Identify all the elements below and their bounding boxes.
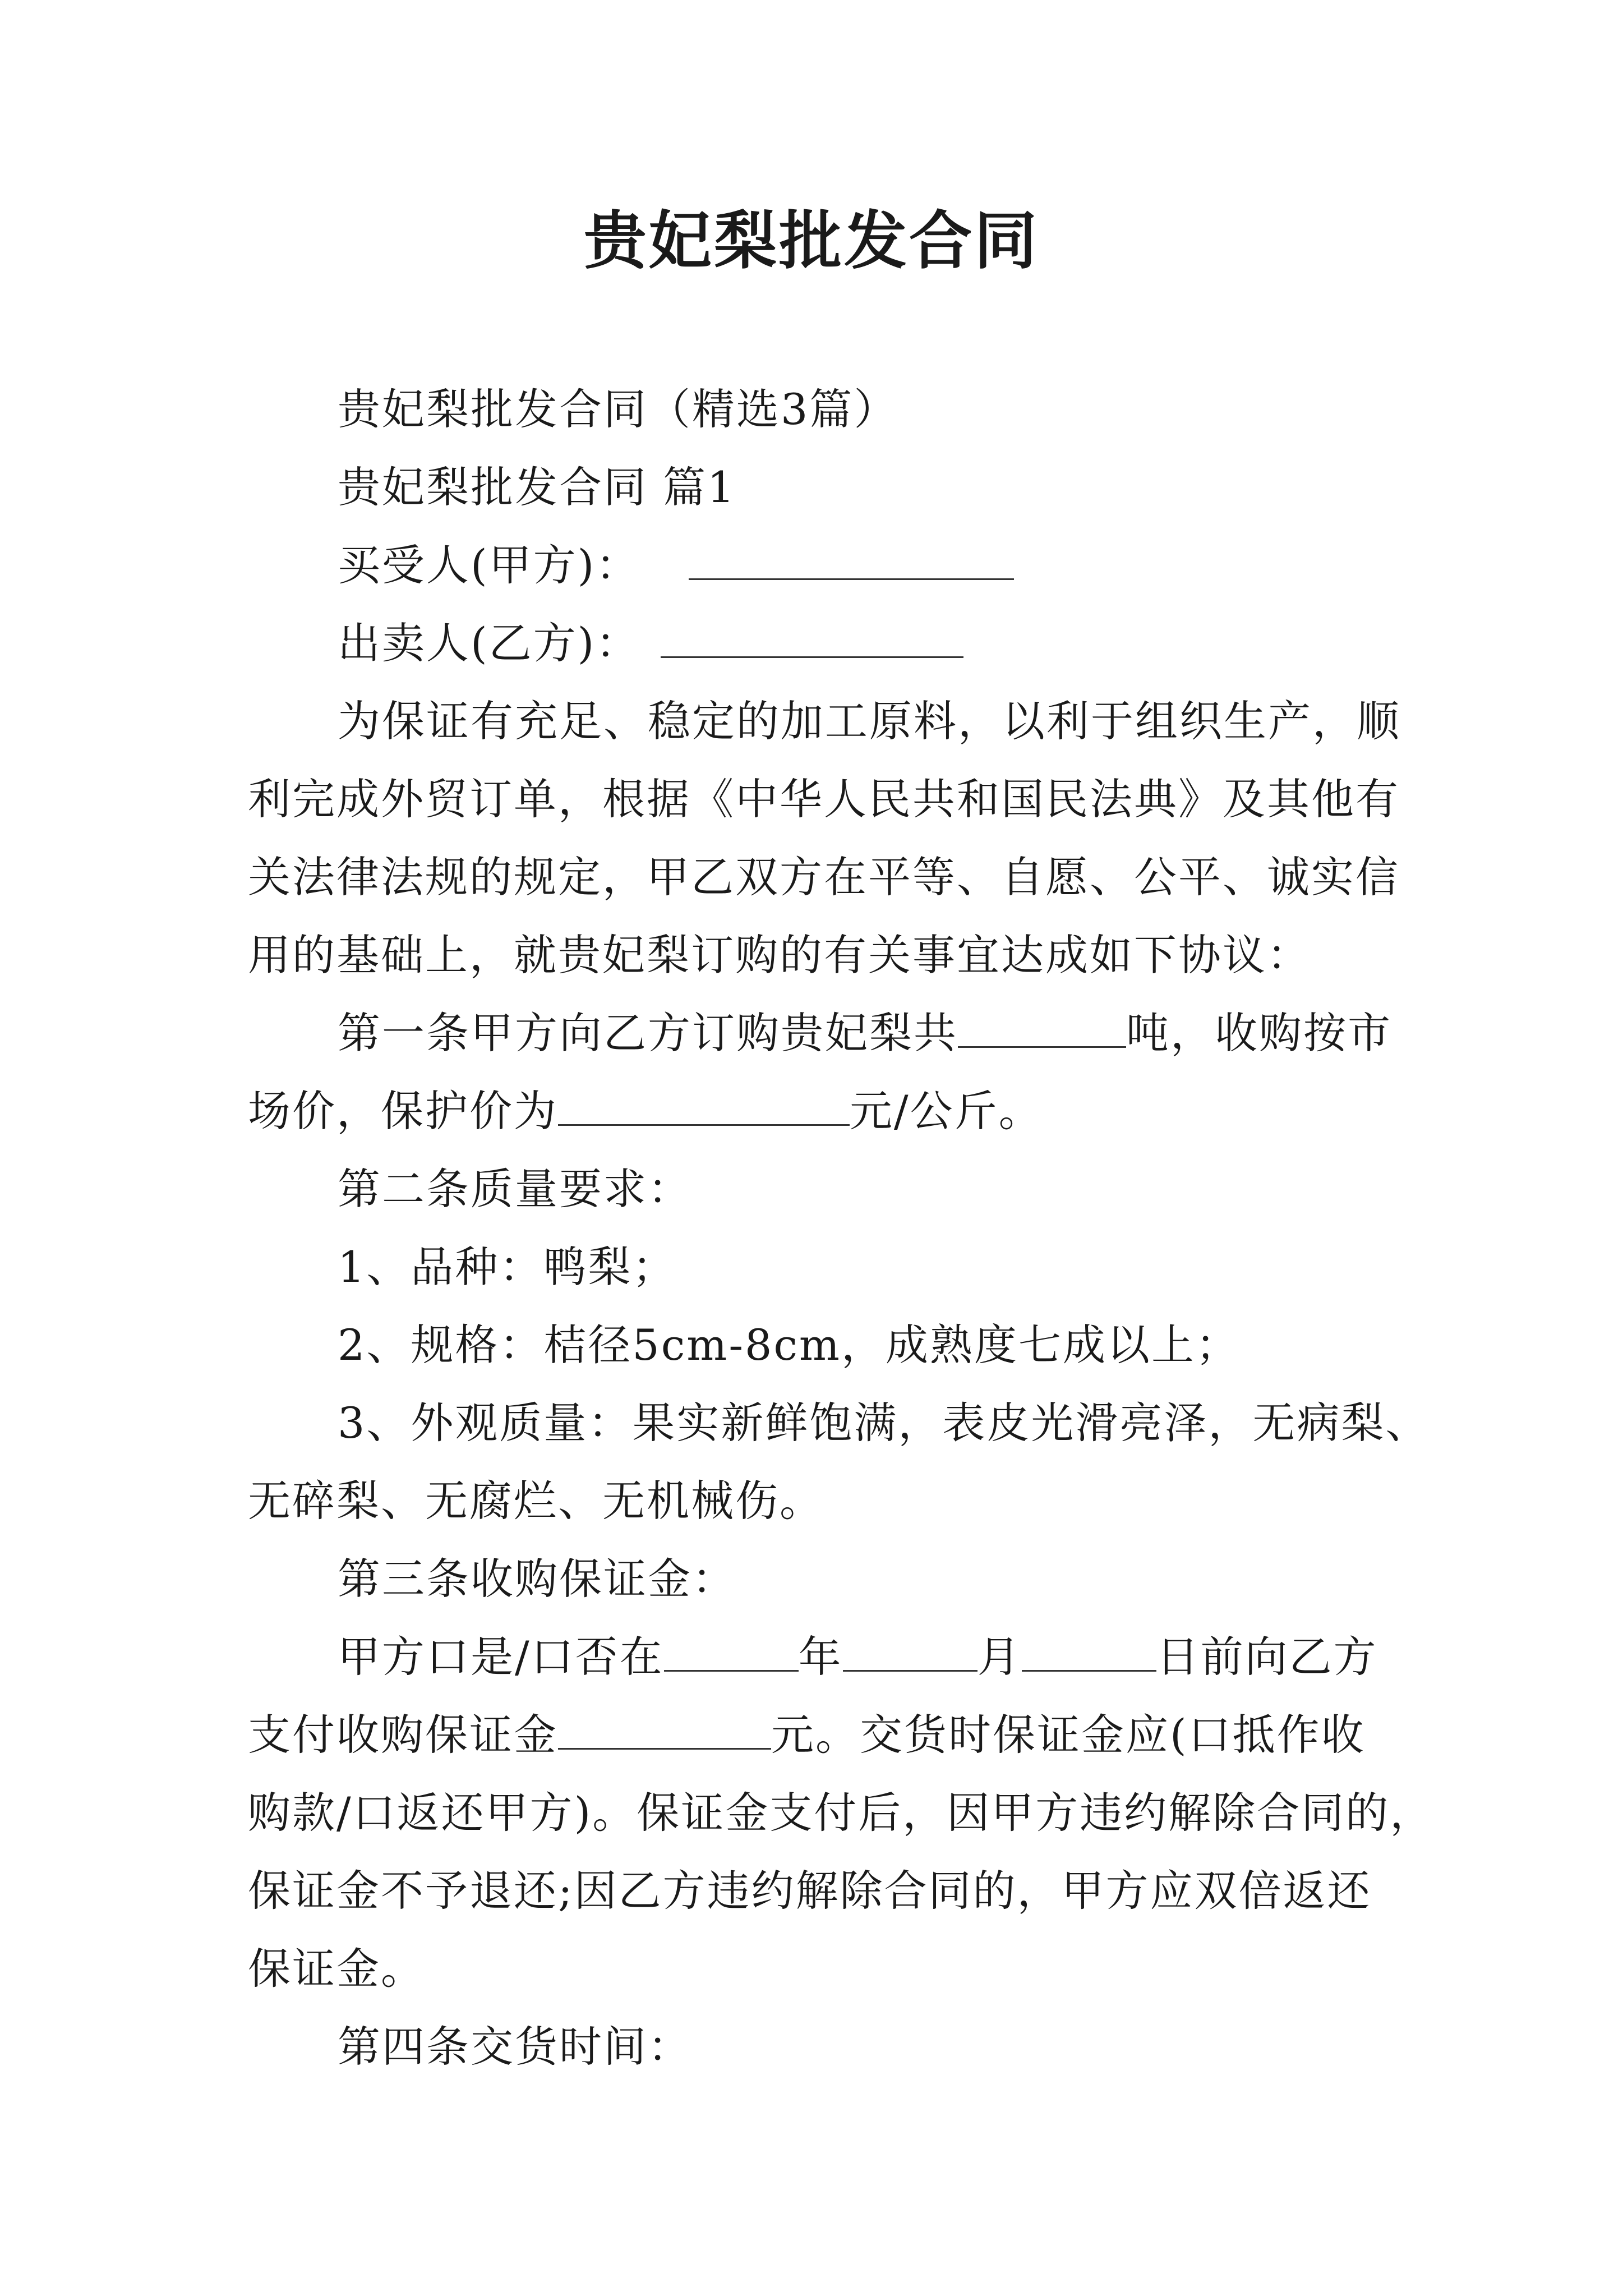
art3-line-5: 保证金。 (248, 1944, 425, 1994)
buyer-blank (689, 545, 1014, 580)
year-blank (664, 1636, 799, 1672)
section-heading: 贵妃梨批发合同 篇1 (338, 462, 736, 512)
art1-part2: 吨，收购按市 (1126, 1008, 1392, 1058)
art3-line-2 (248, 1696, 1420, 1774)
art1-line-1 (248, 994, 1420, 1072)
art2-item2: 2、规格：桔径5cm-8cm，成熟度七成以上； (338, 1320, 1241, 1370)
art3-l1b: 年 (798, 1632, 843, 1682)
seller-line (248, 604, 1420, 682)
seller-label: 出卖人(乙方)： (338, 618, 640, 668)
art1-part4: 元/公斤。 (850, 1086, 1043, 1136)
intro-line-2: 利完成外贸订单，根据《中华人民共和国民法典》及其他有 (248, 774, 1400, 824)
intro-line-4: 用的基础上，就贵妃梨订购的有关事宜达成如下协议： (248, 930, 1311, 980)
art3-l1c: 月 (977, 1632, 1022, 1682)
art2-item3-line2: 无碎梨、无腐烂、无机械伤。 (248, 1476, 824, 1526)
art1-part1: 第一条甲方向乙方订购贵妃梨共 (338, 1008, 958, 1058)
art3-l1a: 甲方口是/口否在 (338, 1632, 664, 1682)
day-blank (1022, 1636, 1156, 1672)
deposit-blank (558, 1714, 771, 1750)
intro-line-1: 为保证有充足、稳定的加工原料，以利于组织生产，顺 (338, 696, 1401, 746)
tonnage-blank (958, 1013, 1126, 1048)
intro-line-3: 关法律法规的规定，甲乙双方在平等、自愿、公平、诚实信 (248, 852, 1400, 902)
buyer-line (248, 526, 1420, 604)
art4-heading: 第四条交货时间： (338, 2022, 692, 2072)
art3-heading: 第三条收购保证金： (338, 1554, 736, 1604)
art3-line-3: 购款/口返还甲方)。保证金支付后，因甲方违约解除合同的， (248, 1788, 1435, 1838)
subtitle: 贵妃梨批发合同（精选3篇） (338, 384, 898, 434)
price-blank (558, 1091, 850, 1126)
art2-item1: 1、品种：鸭梨； (338, 1242, 677, 1292)
document-body (248, 370, 1435, 2086)
art3-l2a: 支付收购保证金 (248, 1710, 558, 1760)
art2-item3-line1: 3、外观质量：果实新鲜饱满，表皮光滑亮泽，无病梨、 (338, 1398, 1430, 1448)
art3-l2b: 元。交货时保证金应(口抵作收 (771, 1710, 1366, 1760)
art1-part3: 场价，保护价为 (248, 1086, 558, 1136)
buyer-label: 买受人(甲方)： (338, 540, 640, 590)
art3-line-1 (248, 1618, 1420, 1696)
art1-line-2 (248, 1072, 1420, 1150)
art2-heading: 第二条质量要求： (338, 1164, 692, 1214)
document-title: 贵妃梨批发合同 (584, 204, 1039, 278)
seller-blank (661, 623, 963, 658)
month-blank (843, 1636, 978, 1672)
art3-line-4: 保证金不予退还;因乙方违约解除合同的，甲方应双倍返还 (248, 1866, 1372, 1916)
art3-l1d: 日前向乙方 (1156, 1632, 1378, 1682)
